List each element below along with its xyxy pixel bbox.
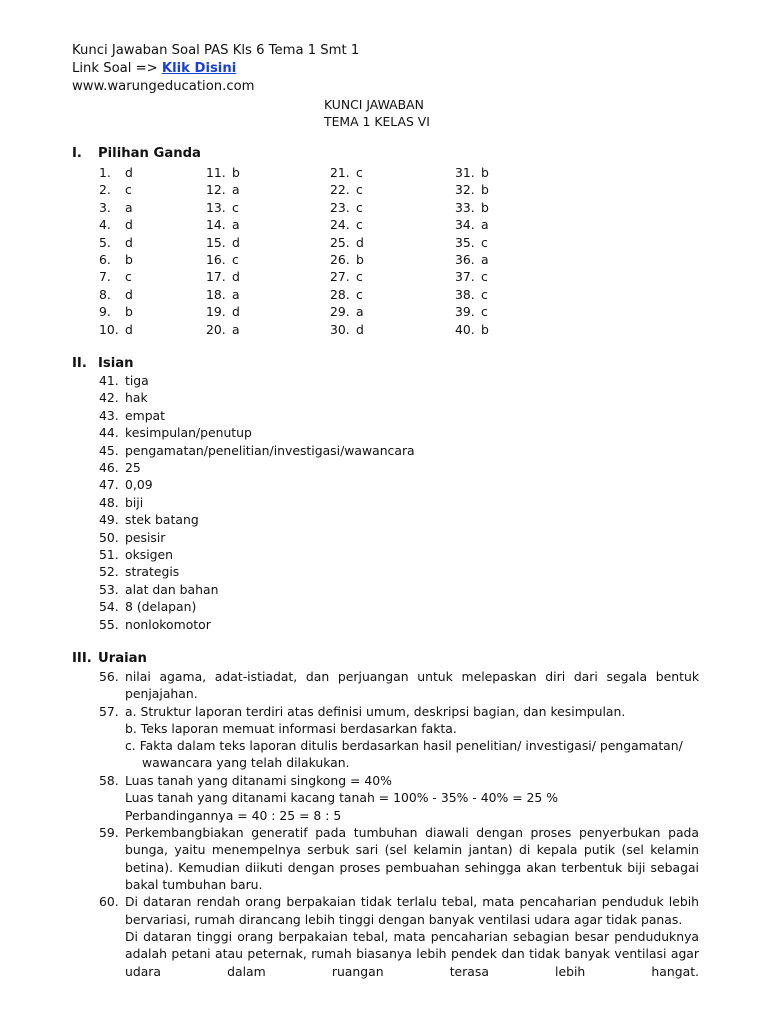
mc-letter: c <box>481 286 488 302</box>
isian-number: 50. <box>99 529 119 545</box>
mc-answer-1 <box>99 165 133 180</box>
mc-number: 22. <box>330 182 350 198</box>
mc-number: 37. <box>455 269 475 285</box>
q59-number: 59. <box>99 825 119 840</box>
mc-letter: d <box>232 269 240 285</box>
mc-letter: b <box>232 165 240 180</box>
mc-number: 35. <box>455 234 475 250</box>
q57-a: a. Struktur laporan terdiri atas definisi umum, deskripsi bagian, dan kesimpulan. <box>125 704 626 719</box>
isian-answer-54 <box>99 599 196 614</box>
mc-letter: d <box>125 234 133 250</box>
mc-letter: d <box>356 321 364 337</box>
isian-answer-49 <box>99 512 199 527</box>
q60-line1: Di dataran rendah orang berpakaian tidak terlalu tebal, mata pencaharian penduduk lebih <box>125 894 699 909</box>
mc-answer-27 <box>330 269 363 284</box>
isian-text: 0,09 <box>125 477 153 493</box>
q58-line1: Luas tanah yang ditanami singkong = 40% <box>125 773 392 788</box>
mc-number: 32. <box>455 182 475 198</box>
isian-text: kesimpulan/penutup <box>125 425 252 441</box>
isian-answer-44 <box>99 425 252 440</box>
mc-letter: c <box>356 269 363 285</box>
mc-answer-13 <box>206 200 239 215</box>
q59-line1: Perkembangbiakan generatif pada tumbuhan diawali dengan proses penyerbukan pada <box>125 825 699 840</box>
isian-answer-51 <box>99 547 173 562</box>
isian-answer-48 <box>99 495 143 510</box>
mc-answer-34 <box>455 217 489 232</box>
klik-disini-link[interactable]: Klik Disini <box>161 61 237 76</box>
mc-answer-30 <box>330 322 364 337</box>
mc-answer-33 <box>455 200 489 215</box>
mc-number: 4. <box>99 217 111 233</box>
isian-number: 44. <box>99 425 119 441</box>
mc-letter: c <box>356 165 363 180</box>
mc-answer-37 <box>455 269 488 284</box>
mc-number: 1. <box>99 165 111 180</box>
isian-answer-53 <box>99 582 218 597</box>
isian-answer-46 <box>99 460 141 475</box>
mc-answer-20 <box>206 322 240 337</box>
isian-text: pengamatan/penelitian/investigasi/wawancara <box>125 442 415 458</box>
isian-answer-41 <box>99 373 149 388</box>
q56-number: 56. <box>99 669 119 684</box>
mc-letter: a <box>356 304 364 320</box>
mc-number: 12. <box>206 182 226 198</box>
mc-letter: c <box>356 217 363 233</box>
mc-letter: c <box>481 269 488 285</box>
mc-answer-28 <box>330 287 363 302</box>
isian-answer-52 <box>99 564 179 579</box>
mc-number: 25. <box>330 234 350 250</box>
mc-number: 27. <box>330 269 350 285</box>
isian-text: pesisir <box>125 529 166 545</box>
mc-number: 3. <box>99 199 111 215</box>
mc-number: 5. <box>99 234 111 250</box>
mc-number: 10. <box>99 321 119 337</box>
q58-line3: Perbandingannya = 40 : 25 = 8 : 5 <box>125 808 342 823</box>
doc-header-title: Kunci Jawaban Soal PAS Kls 6 Tema 1 Smt 1 <box>72 43 360 58</box>
mc-number: 30. <box>330 321 350 337</box>
mc-answer-15 <box>206 235 240 250</box>
q58-number: 58. <box>99 773 119 788</box>
mc-number: 2. <box>99 182 111 198</box>
mc-letter: a <box>232 217 240 233</box>
mc-number: 40. <box>455 321 475 337</box>
link-prefix: Link Soal => <box>72 61 162 76</box>
mc-answer-2 <box>99 182 132 197</box>
isian-number: 47. <box>99 477 119 493</box>
mc-answer-25 <box>330 235 364 250</box>
isian-number: 54. <box>99 599 119 615</box>
mc-answer-16 <box>206 252 239 267</box>
mc-letter: d <box>356 234 364 250</box>
isian-number: 42. <box>99 390 119 406</box>
mc-answer-6 <box>99 252 133 267</box>
mc-answer-7 <box>99 269 132 284</box>
mc-letter: d <box>232 234 240 250</box>
mc-answer-23 <box>330 200 363 215</box>
mc-answer-22 <box>330 182 363 197</box>
mc-number: 29. <box>330 304 350 320</box>
mc-answer-40 <box>455 322 489 337</box>
mc-letter: c <box>356 199 363 215</box>
mc-answer-12 <box>206 182 240 197</box>
mc-number: 23. <box>330 199 350 215</box>
mc-number: 6. <box>99 252 111 267</box>
section-uraian-heading: III. Uraian <box>72 651 147 666</box>
mc-letter: b <box>481 165 489 180</box>
isian-number: 45. <box>99 442 119 458</box>
mc-answer-11 <box>206 165 240 180</box>
isian-number: 52. <box>99 564 119 580</box>
mc-number: 34. <box>455 217 475 233</box>
isian-text: 8 (delapan) <box>125 599 197 615</box>
mc-letter: d <box>125 165 133 180</box>
mc-number: 36. <box>455 252 475 267</box>
isian-answer-43 <box>99 408 165 423</box>
isian-answer-45 <box>99 443 415 458</box>
mc-number: 17. <box>206 269 226 285</box>
isian-text: 25 <box>125 460 141 475</box>
mc-answer-14 <box>206 217 240 232</box>
mc-answer-9 <box>99 304 133 319</box>
q59-line4: bakal tumbuhan baru. <box>125 877 263 892</box>
mc-answer-35 <box>455 235 488 250</box>
isian-text: hak <box>125 390 148 406</box>
isian-number: 55. <box>99 616 119 632</box>
mc-letter: a <box>481 252 489 267</box>
mc-number: 21. <box>330 165 350 180</box>
isian-number: 43. <box>99 407 119 423</box>
mc-number: 26. <box>330 252 350 267</box>
mc-letter: d <box>125 217 133 233</box>
isian-answer-55 <box>99 617 211 632</box>
mc-answer-3 <box>99 200 133 215</box>
mc-letter: a <box>232 182 240 198</box>
mc-number: 20. <box>206 321 226 337</box>
isian-text: biji <box>125 494 144 510</box>
isian-text: nonlokomotor <box>125 616 211 632</box>
mc-letter: d <box>125 321 133 337</box>
q57-number: 57. <box>99 704 119 719</box>
doc-title-line2: TEMA 1 KELAS VI <box>324 114 430 129</box>
isian-answer-50 <box>99 530 165 545</box>
isian-text: alat dan bahan <box>125 581 219 597</box>
q56-line2: penjajahan. <box>125 686 198 701</box>
mc-number: 31. <box>455 165 475 180</box>
website-url: www.warungeducation.com <box>72 79 255 94</box>
mc-number: 39. <box>455 304 475 320</box>
mc-letter: b <box>356 252 364 267</box>
q56-line1: nilai agama, adat-istiadat, dan perjuangan untuk melepaskan diri dari segala bentuk <box>125 669 699 684</box>
q60-line4: adalah petani atau peternak, rumah biasanya lebih pendek dan tidak banyak ventilasi agar <box>125 946 699 961</box>
q58-line2: Luas tanah yang ditanami kacang tanah = 100% - 35% - 40% = 25 % <box>125 790 559 805</box>
mc-answer-10 <box>99 322 133 337</box>
isian-text: strategis <box>125 564 180 580</box>
mc-letter: b <box>125 304 133 320</box>
q57-b: b. Teks laporan memuat informasi berdasarkan fakta. <box>125 721 457 736</box>
mc-number: 28. <box>330 286 350 302</box>
q60-number: 60. <box>99 894 119 909</box>
mc-number: 13. <box>206 199 226 215</box>
mc-letter: c <box>356 286 363 302</box>
isian-number: 41. <box>99 373 119 388</box>
q59-line2: bunga, yaitu menempelnya serbuk sari (sel kelamin jantan) di kepala putik (sel kelamin <box>125 842 699 857</box>
mc-number: 8. <box>99 286 111 302</box>
isian-answer-42 <box>99 390 148 405</box>
mc-answer-19 <box>206 304 240 319</box>
mc-letter: b <box>481 182 489 198</box>
isian-number: 46. <box>99 460 119 475</box>
mc-number: 38. <box>455 286 475 302</box>
doc-title-line1: KUNCI JAWABAN <box>324 97 424 112</box>
mc-number: 7. <box>99 269 111 285</box>
mc-answer-18 <box>206 287 240 302</box>
mc-letter: c <box>125 182 132 198</box>
mc-letter: a <box>232 286 240 302</box>
q57-c-line1: c. Fakta dalam teks laporan ditulis berdasarkan hasil penelitian/ investigasi/ pengamatan/ <box>125 738 683 753</box>
mc-letter: c <box>125 269 132 285</box>
mc-number: 33. <box>455 199 475 215</box>
q59-line3: betina). Kemudian diikuti dengan proses pembuahan sehingga akan terbentuk biji sebagai <box>125 860 699 875</box>
mc-answer-17 <box>206 269 240 284</box>
mc-letter: c <box>232 199 239 215</box>
mc-number: 16. <box>206 252 226 267</box>
isian-number: 53. <box>99 581 119 597</box>
mc-answer-31 <box>455 165 489 180</box>
isian-number: 51. <box>99 547 119 562</box>
mc-letter: c <box>356 182 363 198</box>
mc-number: 9. <box>99 304 111 320</box>
mc-answer-39 <box>455 304 488 319</box>
mc-number: 14. <box>206 217 226 233</box>
mc-letter: c <box>232 252 239 267</box>
mc-letter: b <box>125 252 133 267</box>
mc-answer-5 <box>99 235 133 250</box>
mc-letter: a <box>125 199 133 215</box>
mc-letter: b <box>481 321 489 337</box>
q60-line2: bervariasi, rumah dirancang lebih tinggi dengan banyak ventilasi udara agar tidak panas. <box>125 912 683 927</box>
link-line <box>72 61 236 76</box>
q57-c-line2: wawancara yang telah dilakukan. <box>142 755 350 770</box>
isian-text: oksigen <box>125 547 173 562</box>
mc-letter: d <box>125 286 133 302</box>
mc-answer-32 <box>455 182 489 197</box>
mc-number: 15. <box>206 234 226 250</box>
mc-number: 24. <box>330 217 350 233</box>
section-isian-heading: II. Isian <box>72 356 134 371</box>
isian-number: 49. <box>99 512 119 528</box>
mc-letter: c <box>481 234 488 250</box>
q60-line3: Di dataran tinggi orang berpakaian tebal, mata pencaharian sebagian besar penduduknya <box>125 929 699 944</box>
mc-answer-29 <box>330 304 364 319</box>
q60-line5: udara dalam ruangan terasa lebih hangat. <box>125 964 699 979</box>
isian-answer-47 <box>99 477 153 492</box>
isian-text: tiga <box>125 373 149 388</box>
mc-answer-4 <box>99 217 133 232</box>
mc-answer-38 <box>455 287 488 302</box>
mc-letter: c <box>481 304 488 320</box>
isian-number: 48. <box>99 494 119 510</box>
isian-text: stek batang <box>125 512 199 528</box>
mc-letter: a <box>232 321 240 337</box>
mc-letter: a <box>481 217 489 233</box>
mc-answer-24 <box>330 217 363 232</box>
mc-answer-21 <box>330 165 363 180</box>
mc-number: 19. <box>206 304 226 320</box>
mc-letter: b <box>481 199 489 215</box>
mc-answer-8 <box>99 287 133 302</box>
mc-number: 18. <box>206 286 226 302</box>
section-pilihan-ganda-heading: I. Pilihan Ganda <box>72 146 201 161</box>
mc-answer-26 <box>330 252 364 267</box>
mc-answer-36 <box>455 252 489 267</box>
isian-text: empat <box>125 407 166 423</box>
mc-letter: d <box>232 304 240 320</box>
mc-number: 11. <box>206 165 226 180</box>
